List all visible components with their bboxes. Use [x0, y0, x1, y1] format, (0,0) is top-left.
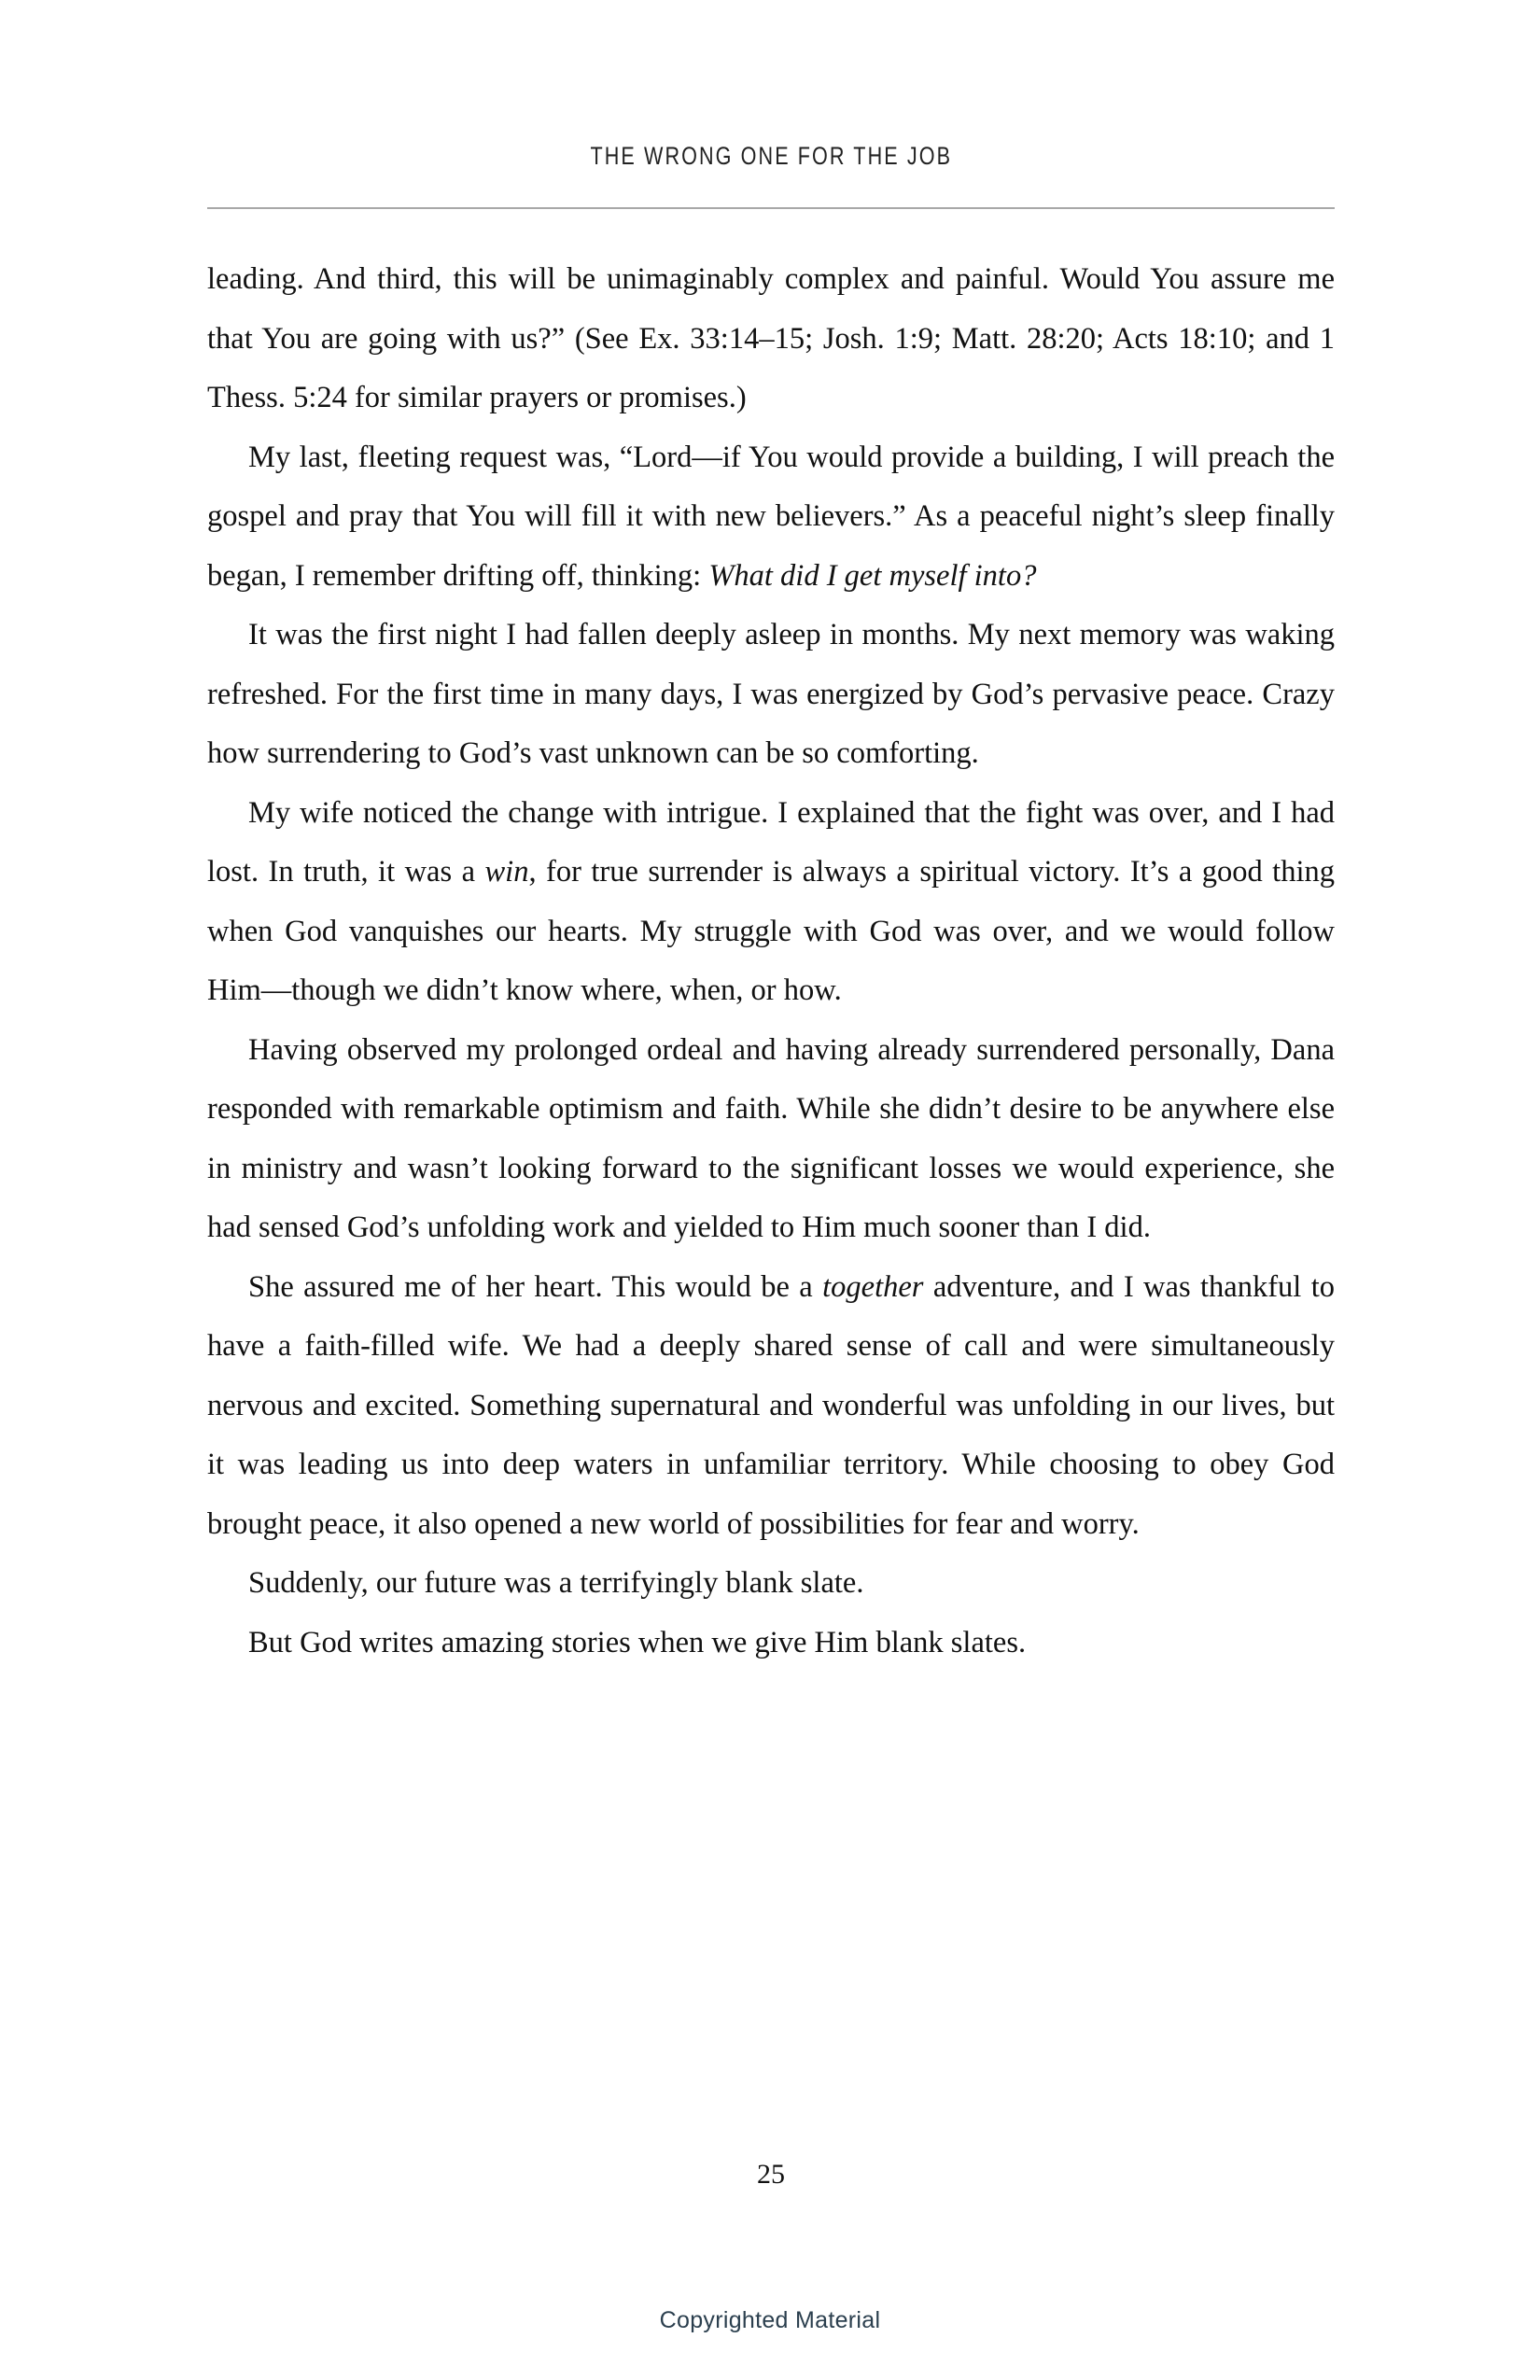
running-head: THE WRONG ONE FOR THE JOB — [590, 142, 952, 170]
body-paragraph — [207, 250, 1335, 428]
copyright-notice: Copyrighted Material — [659, 2307, 881, 2333]
body-paragraph — [207, 1554, 1335, 1614]
emphasis-text: together — [822, 1269, 924, 1304]
body-paragraph — [207, 606, 1335, 784]
paragraph-text: It was the first night I had fallen deeply asleep in months. My next memory was waking refreshed. For the first time in many days, I was energized by God’s pervasive peace. Crazy how surrendering to God’s vast unknown can be so comforting. — [207, 618, 1335, 770]
paragraph-text: My last, fleeting request was, “Lord—if You would provide a building, I will preach the gospel and pray that You will fill it with new believers.” As a peaceful night’s sleep finally began, I remember drifting off, thinking: — [207, 440, 1335, 593]
running-head-container — [207, 142, 1335, 171]
header-divider-rule — [207, 207, 1335, 209]
paragraph-text: adventure, and I was thankful to have a faith-filled wife. We had a deeply shared sense of call and were simultaneously nervous and excited. Something supernatural and wonderful was unfolding in our lives, but it was leading us into deep waters in unfamiliar territory. While choosing to obey God brought peace, it also opened a new world of possibilities for fear and worry. — [207, 1269, 1335, 1541]
paragraph-text: Having observed my prolonged ordeal and having already surrendered personally, Dana responded with remarkable optimism and faith. While she didn’t desire to be anywhere else in ministry and wasn’t looking forward to the significant losses we would experience, she had sensed God’s unfolding work and yielded to Him much sooner than I did. — [207, 1032, 1335, 1244]
body-paragraph — [207, 1614, 1335, 1673]
paragraph-text: Suddenly, our future was a terrifyingly blank slate. — [248, 1566, 864, 1600]
body-paragraph — [207, 784, 1335, 1021]
paragraph-text: But God writes amazing stories when we give Him blank slates. — [248, 1625, 1027, 1659]
body-paragraph — [207, 1258, 1335, 1555]
paragraph-text: , for true surrender is always a spiritual victory. It’s a good thing when God vanquishes our hearts. My struggle with God was over, and we would follow Him—though we didn’t know where, when, or how. — [207, 855, 1335, 1007]
body-paragraph — [207, 428, 1335, 607]
emphasis-text: What did I get myself into? — [708, 558, 1037, 593]
paragraph-text: leading. And third, this will be unimaginably complex and painful. Would You assure me that You are going with us?” (See Ex. 33:14–15; Josh. 1:9; Matt. 28:20; Acts 18:10; and 1 Thess. 5:24 for similar prayers or promises.) — [207, 262, 1335, 414]
paragraph-text: She assured me of her heart. This would be a — [248, 1269, 823, 1304]
page-number: 25 — [757, 2159, 785, 2190]
emphasis-text: win — [484, 855, 529, 889]
body-paragraph — [207, 1021, 1335, 1258]
paragraph-text: My wife noticed the change with intrigue. I explained that the fight was over, and I had lost. In truth, it was a — [207, 795, 1335, 889]
body-text-block — [207, 250, 1335, 1673]
